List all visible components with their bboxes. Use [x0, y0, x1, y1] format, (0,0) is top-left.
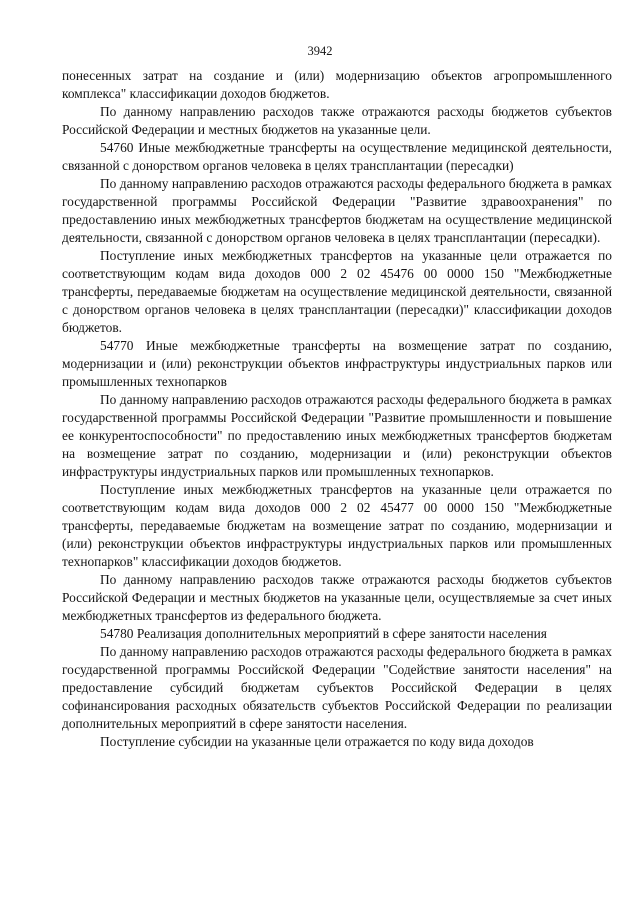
page-number: 3942 [307, 44, 333, 58]
document-body [62, 67, 612, 751]
paragraph: По данному направлению расходов отражаются расходы федерального бюджета в рамках государственной программы Российской Федерации "Развитие здравоохранения" по предоставлению иных межбюджетных трансфертов бюджетам на осуществление медицинской деятельности, связанной с донорством органов человека в целях трансплантации (пересадки). [62, 176, 612, 245]
paragraph: Поступление иных межбюджетных трансфертов на указанные цели отражается по соответствующим кодам вида доходов 000 2 02 45477 00 0000 150 "Межбюджетные трансферты, передаваемые бюджетам на возмещение затрат по созданию, модернизации и (или) реконструкции объектов инфраструктуры индустриальных парков или промышленных технопарков" классификации доходов бюджетов. [62, 482, 612, 569]
paragraph: По данному направлению расходов также отражаются расходы бюджетов субъектов Российской Федерации и местных бюджетов на указанные цели. [62, 104, 612, 137]
section-heading-54760: 54760 Иные межбюджетные трансферты на осуществление медицинской деятельности, связанной с донорством органов человека в целях трансплантации (пересадки) [62, 140, 612, 173]
paragraph-continuation: понесенных затрат на создание и (или) модернизацию объектов агропромышленного комплекса" классификации доходов бюджетов. [62, 68, 612, 101]
paragraph: Поступление иных межбюджетных трансфертов на указанные цели отражается по соответствующим кодам вида доходов 000 2 02 45476 00 0000 150 "Межбюджетные трансферты, передаваемые бюджетам на осуществление медицинской деятельности, связанной с донорством органов человека в целях трансплантации (пересадки)" классификации доходов бюджетов. [62, 248, 612, 335]
section-heading-54770: 54770 Иные межбюджетные трансферты на возмещение затрат по созданию, модернизации и (или) реконструкции объектов инфраструктуры индустриальных парков или промышленных технопарков [62, 338, 612, 389]
paragraph: По данному направлению расходов также отражаются расходы бюджетов субъектов Российской Федерации и местных бюджетов на указанные цели, осуществляемые за счет иных межбюджетных трансфертов из федерального бюджета. [62, 572, 612, 623]
paragraph: По данному направлению расходов отражаются расходы федерального бюджета в рамках государственной программы Российской Федерации "Развитие промышленности и повышение ее конкурентоспособности" по предоставлению иных межбюджетных трансфертов бюджетам на возмещение затрат по созданию, модернизации и (или) реконструкции объектов инфраструктуры индустриальных парков или промышленных технопарков. [62, 392, 612, 479]
section-heading-54780: 54780 Реализация дополнительных мероприятий в сфере занятости населения [100, 626, 547, 641]
paragraph: По данному направлению расходов отражаются расходы федерального бюджета в рамках государственной программы Российской Федерации "Содействие занятости населения" на предоставление субсидий бюджетам субъектов Российской Федерации в целях софинансирования расходных обязательств субъектов Российской Федерации по реализации дополнительных мероприятий в сфере занятости населения. [62, 644, 612, 731]
paragraph: Поступление субсидии на указанные цели отражается по коду вида доходов [100, 734, 534, 749]
